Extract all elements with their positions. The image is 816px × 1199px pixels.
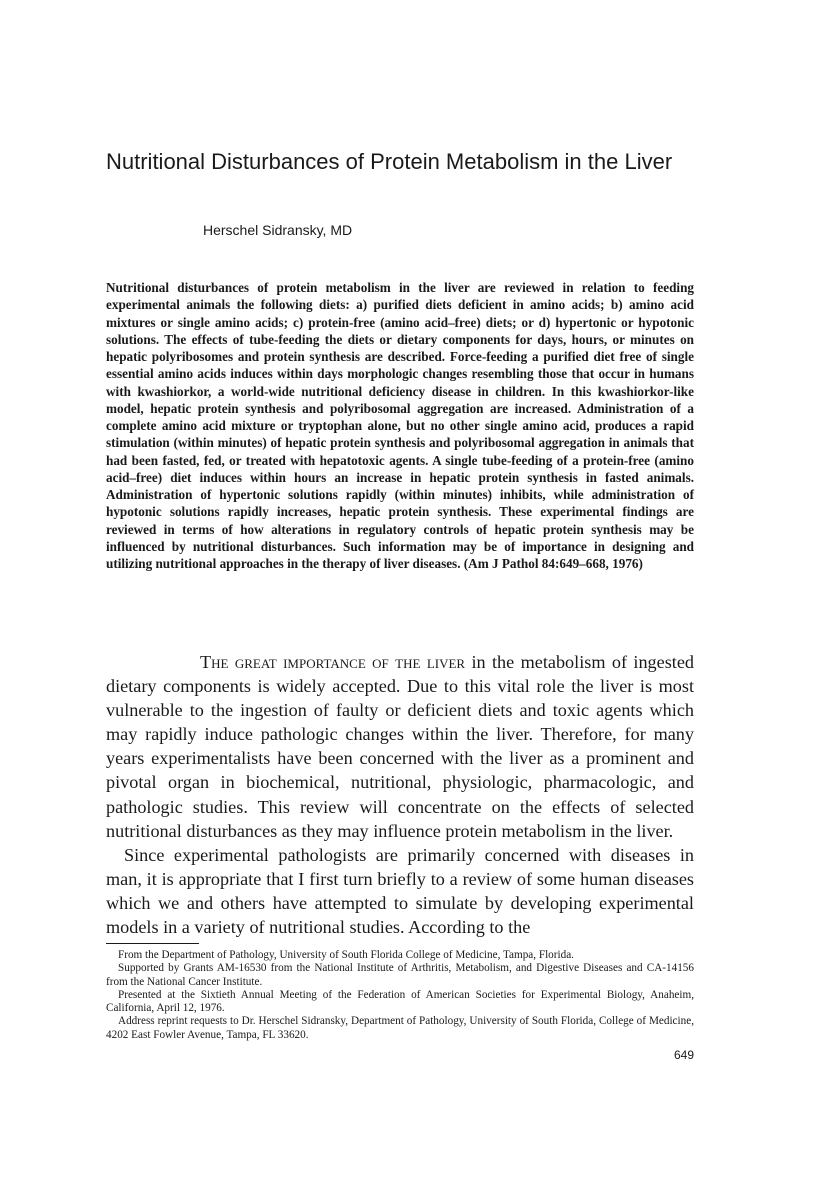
- article-body: [106, 650, 694, 939]
- footnote-presented: Presented at the Sixtieth Annual Meeting of the Federation of American Societies for Experimental Biology, Anaheim, California, April 12, 1976.: [106, 988, 694, 1015]
- article-author: Herschel Sidransky, MD: [203, 222, 353, 238]
- footnote-reprint: Address reprint requests to Dr. Herschel Sidransky, Department of Pathology, University of South Florida, College of Medicine, 4202 East Fowler Avenue, Tampa, FL 33620.: [106, 1015, 694, 1041]
- body-paragraph-1-text: in the metabolism of ingested dietary components is widely accepted. Due to this vital role the liver is most vulnerable to the ingestion of faulty or deficient diets and toxic agents which may rapidly induce pathologic changes within the liver. Therefore, for many years experimentalists have been concerned with the liver as a prominent and pivotal organ in biochemical, nutritional, physiologic, pharmacologic, and pathologic studies. This review will concentrate on the effects of selected nutritional disturbances as they may influence protein metabolism in the liver.: [106, 652, 694, 841]
- body-paragraph-1: [106, 650, 694, 843]
- footnote-support: Supported by Grants AM-16530 from the National Institute of Arthritis, Metabolism, and Digestive Diseases and CA-14156 from the National Cancer Institute.: [106, 962, 694, 988]
- article-title: Nutritional Disturbances of Protein Metabolism in the Liver: [106, 149, 673, 174]
- footnote-affiliation: From the Department of Pathology, University of South Florida College of Medicine, Tampa, Florida.: [118, 949, 574, 961]
- abstract: Nutritional disturbances of protein metabolism in the liver are reviewed in relation to feeding experimental animals the following diets: a) purified diets deficient in amino acids; b) amino acid mixtures or single amino acids; c) protein-free (amino acid–free) diets; or d) hypertonic or hypotonic solutions. The effects of tube-feeding the diets or dietary components for days, hours, or minutes on hepatic polyribosomes and protein synthesis are described. Force-feeding a purified diet free of single essential amino acids induces within days morphologic changes resembling those that occur in humans with kwashiorkor, a world-wide nutritional deficiency disease in children. In this kwashiorkor-like model, hepatic protein synthesis and polyribosomal aggregation are increased. Administration of a complete amino acid mixture or tryptophan alone, but no other single amino acid, produces a rapid stimulation (within minutes) of hepatic protein synthesis and polyribosomal aggregation in animals that had been fasted, fed, or treated with hepatotoxic agents. A single tube-feeding of a protein-free (amino acid–free) diet induces within hours an increase in hepatic protein synthesis in fasted animals. Administration of hypertonic solutions rapidly (within minutes) inhibits, while administration of hypotonic solutions rapidly increases, hepatic protein synthesis. These experimental findings are reviewed in terms of how alterations in regulatory controls of hepatic protein synthesis may be influenced by nutritional disturbances. Such information may be of importance in designing and utilizing nutritional approaches in the therapy of liver diseases. (Am J Pathol 84:649–668, 1976): [106, 280, 694, 571]
- footnote-divider: [106, 943, 199, 944]
- lead-in-smallcaps: The great importance of the liver: [200, 652, 466, 672]
- body-paragraph-2: Since experimental pathologists are primarily concerned with diseases in man, it is appropriate that I first turn briefly to a review of some human diseases which we and others have attempted to simulate by developing experimental models in a variety of nutritional studies. According to the: [106, 844, 694, 938]
- page-number: 649: [673, 1048, 694, 1062]
- footnotes: [106, 949, 694, 1042]
